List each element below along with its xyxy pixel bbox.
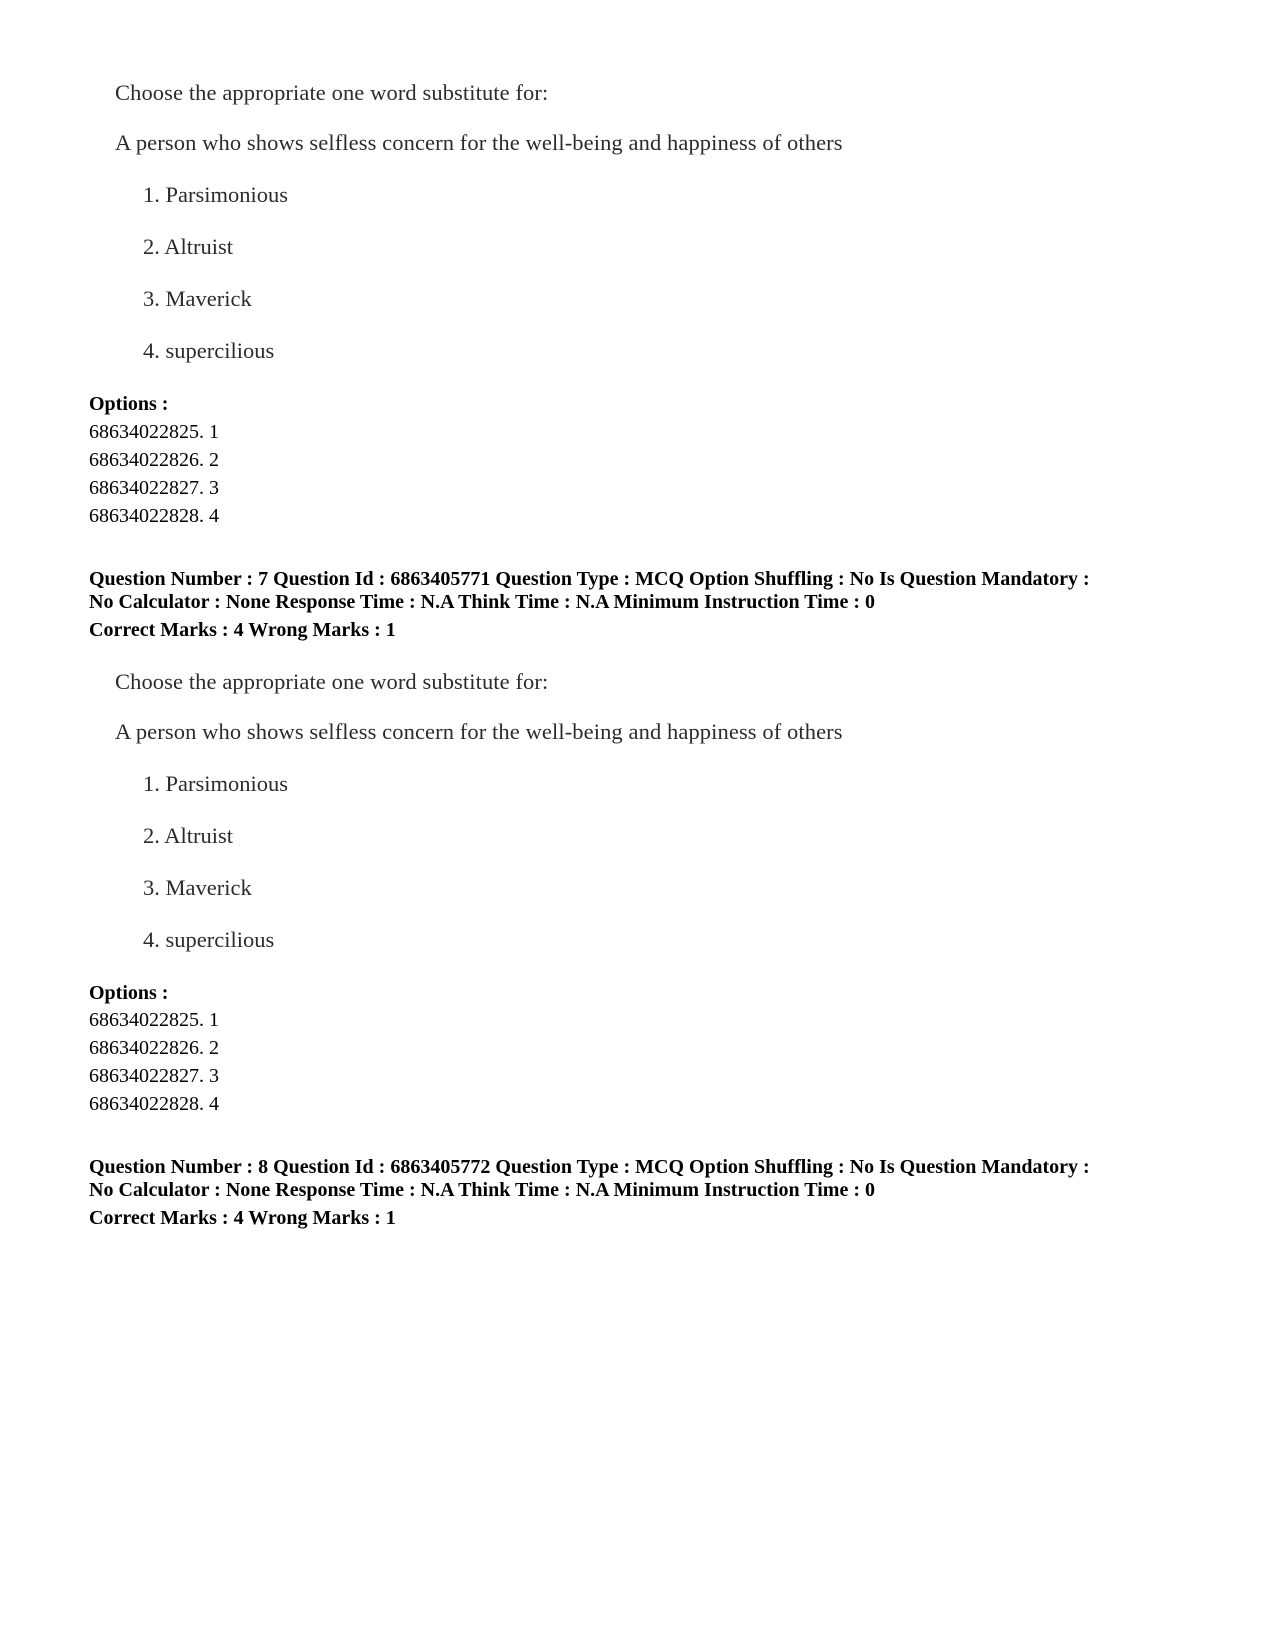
question-meta-line-2: No Calculator : None Response Time : N.A Think Time : N.A Minimum Instruction Time : 0	[89, 591, 875, 613]
choice-item: 3. Maverick	[143, 286, 252, 311]
option-code: 68634022827. 3	[89, 477, 219, 499]
choice-item: 1. Parsimonious	[143, 771, 289, 796]
option-code: 68634022828. 4	[89, 505, 219, 527]
choice-item: 1. Parsimonious	[143, 182, 289, 207]
choice-item: 2. Altruist	[143, 234, 234, 259]
question-sentence: A person who shows selfless concern for the well-being and happiness of others	[115, 719, 843, 744]
option-code: 68634022827. 3	[89, 1065, 219, 1087]
option-code: 68634022828. 4	[89, 1093, 219, 1115]
question-sentence: A person who shows selfless concern for the well-being and happiness of others	[115, 130, 843, 155]
options-label: Options :	[89, 393, 169, 415]
question-marks: Correct Marks : 4 Wrong Marks : 1	[89, 619, 396, 641]
choice-item: 4. supercilious	[143, 338, 275, 363]
choice-item: 4. supercilious	[143, 927, 275, 952]
options-label: Options :	[89, 982, 169, 1004]
option-code: 68634022825. 1	[89, 1009, 219, 1031]
choice-item: 3. Maverick	[143, 875, 252, 900]
question-meta-line-1: Question Number : 8 Question Id : 6863405772 Question Type : MCQ Option Shuffling : No Is Question Mandatory :	[89, 1156, 1090, 1178]
question-meta-line-1: Question Number : 7 Question Id : 6863405771 Question Type : MCQ Option Shuffling : No Is Question Mandatory :	[89, 568, 1090, 590]
question-meta-line-2: No Calculator : None Response Time : N.A Think Time : N.A Minimum Instruction Time : 0	[89, 1179, 875, 1201]
question-prompt: Choose the appropriate one word substitute for:	[115, 80, 549, 105]
option-code: 68634022825. 1	[89, 421, 219, 443]
option-code: 68634022826. 2	[89, 449, 219, 471]
option-code: 68634022826. 2	[89, 1037, 219, 1059]
question-prompt: Choose the appropriate one word substitute for:	[115, 669, 549, 694]
question-marks: Correct Marks : 4 Wrong Marks : 1	[89, 1207, 396, 1229]
choice-item: 2. Altruist	[143, 823, 234, 848]
